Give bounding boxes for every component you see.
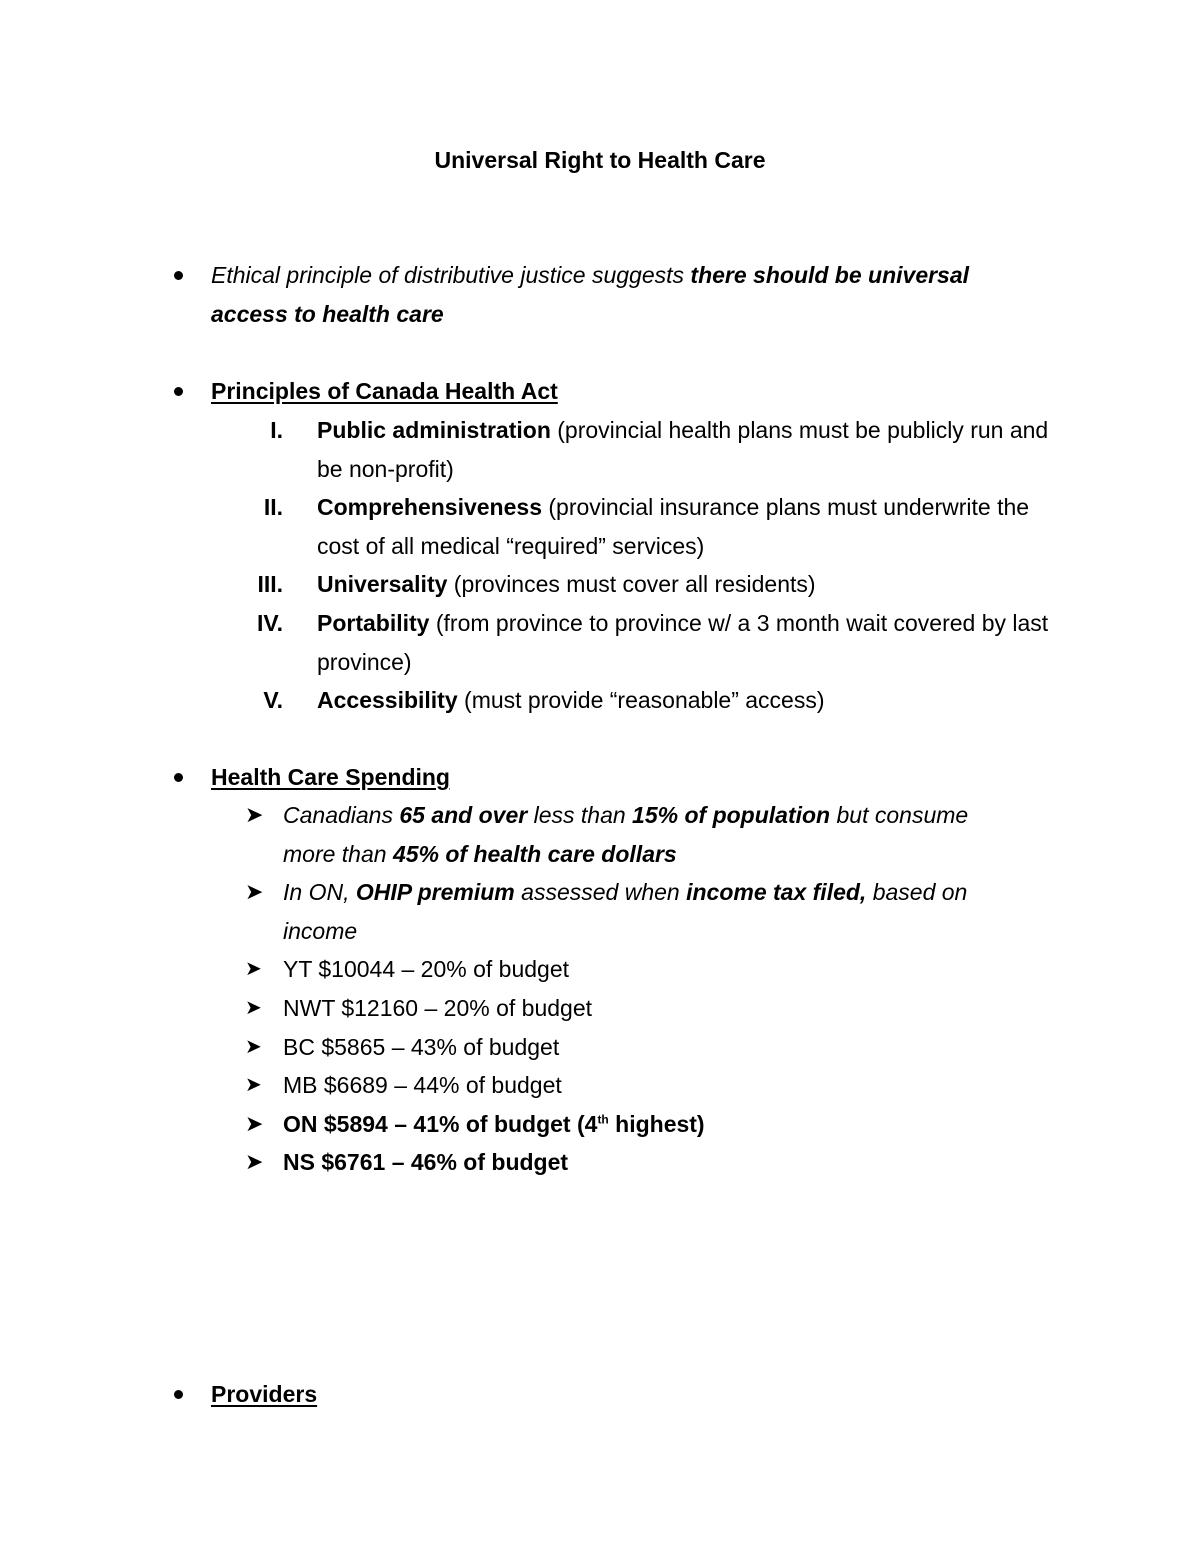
principle-number: IV. <box>256 609 283 636</box>
arrow-bullet-icon: ➤ <box>245 1110 264 1136</box>
spending-item-ontario <box>245 1105 1023 1144</box>
bullet-canada-health-act <box>211 372 1051 411</box>
canada-act-heading: Principles of Canada Health Act <box>211 378 558 404</box>
ontario-spending-text: highest) <box>608 1110 705 1137</box>
principle-term: Portability <box>317 609 430 636</box>
province-spending-text: NWT $12160 – 20% of budget <box>283 994 593 1021</box>
bullet-distributive-justice <box>211 256 1051 333</box>
spending-item-province <box>245 1066 1023 1105</box>
principle-description: (from province to province w/ a 3 month wait covered by last province) <box>317 609 1049 675</box>
principle-item <box>256 604 1057 681</box>
arrow-bullet-icon: ➤ <box>245 1035 262 1058</box>
principle-description: (provinces must cover all residents) <box>447 571 816 598</box>
principle-term: Public administration <box>317 417 551 443</box>
ohip-tax-emphasis: income tax filed, <box>686 879 867 906</box>
seniors-dollars-emphasis: 45% of health care dollars <box>392 840 677 867</box>
bullet-dot-icon <box>174 271 183 280</box>
spending-item-province <box>245 950 1023 989</box>
principle-item <box>270 411 1057 488</box>
province-spending-text: MB $6689 – 44% of budget <box>283 1072 562 1099</box>
ohip-text: In ON, <box>283 879 356 906</box>
principle-item <box>263 488 1057 565</box>
spending-item-seniors <box>245 796 1023 873</box>
principle-term: Universality <box>317 571 448 598</box>
distributive-emphasis-text: there should be universal access to health care <box>211 262 970 327</box>
canada-act-principles-list <box>256 411 1057 720</box>
arrow-bullet-icon: ➤ <box>245 802 264 827</box>
principle-item <box>263 681 1057 720</box>
providers-heading: Providers <box>211 1381 318 1407</box>
page-title: Universal Right to Health Care <box>434 147 766 173</box>
seniors-text: less than <box>527 802 633 828</box>
principle-number: I. <box>270 417 283 443</box>
seniors-population-emphasis: 15% of population <box>632 802 831 828</box>
bullet-dot-icon <box>174 387 183 396</box>
seniors-text: but consume more than <box>283 802 969 867</box>
principle-description: (must provide “reasonable” access) <box>457 687 825 714</box>
province-spending-text: YT $10044 – 20% of budget <box>283 956 570 983</box>
principle-description: (provincial health plans must be publicly run and be non-profit) <box>317 417 1049 482</box>
arrow-bullet-icon: ➤ <box>245 958 262 981</box>
bullet-health-care-spending <box>211 758 1051 797</box>
ontario-spending-text: ON $5894 – 41% of budget (4 <box>283 1110 598 1137</box>
spending-heading: Health Care Spending <box>211 764 450 790</box>
ohip-text: assessed when <box>514 879 687 906</box>
spending-item-novascotia <box>245 1143 1023 1182</box>
principle-number: V. <box>263 687 283 714</box>
seniors-age-emphasis: 65 and over <box>399 802 528 828</box>
arrow-bullet-icon: ➤ <box>245 996 262 1019</box>
bullet-dot-icon <box>174 773 183 782</box>
principle-item <box>257 565 1057 604</box>
novascotia-spending-text: NS $6761 – 46% of budget <box>283 1149 569 1176</box>
spending-item-ohip <box>245 873 1023 950</box>
principle-term: Accessibility <box>317 687 458 714</box>
spending-item-province <box>245 1028 1023 1067</box>
bullet-dot-icon <box>174 1390 183 1399</box>
seniors-text: Canadians <box>283 802 400 828</box>
ordinal-suffix: th <box>597 1112 609 1127</box>
arrow-bullet-icon: ➤ <box>245 1074 262 1097</box>
principle-description: (provincial insurance plans must underwrite the cost of all medical “required” services) <box>317 494 1030 559</box>
spending-list <box>245 796 1023 1182</box>
ohip-text: based on income <box>283 879 968 944</box>
principle-number: II. <box>263 494 283 521</box>
spending-item-province <box>245 989 1023 1028</box>
province-spending-text: BC $5865 – 43% of budget <box>283 1033 560 1060</box>
arrow-bullet-icon: ➤ <box>245 1149 264 1175</box>
principle-number: III. <box>257 571 283 598</box>
distributive-lead-text: Ethical principle of distributive justice suggests <box>211 262 691 288</box>
bullet-providers <box>211 1375 1051 1414</box>
arrow-bullet-icon: ➤ <box>245 879 264 905</box>
ohip-premium-emphasis: OHIP premium <box>355 879 515 906</box>
principle-term: Comprehensiveness <box>317 494 542 521</box>
